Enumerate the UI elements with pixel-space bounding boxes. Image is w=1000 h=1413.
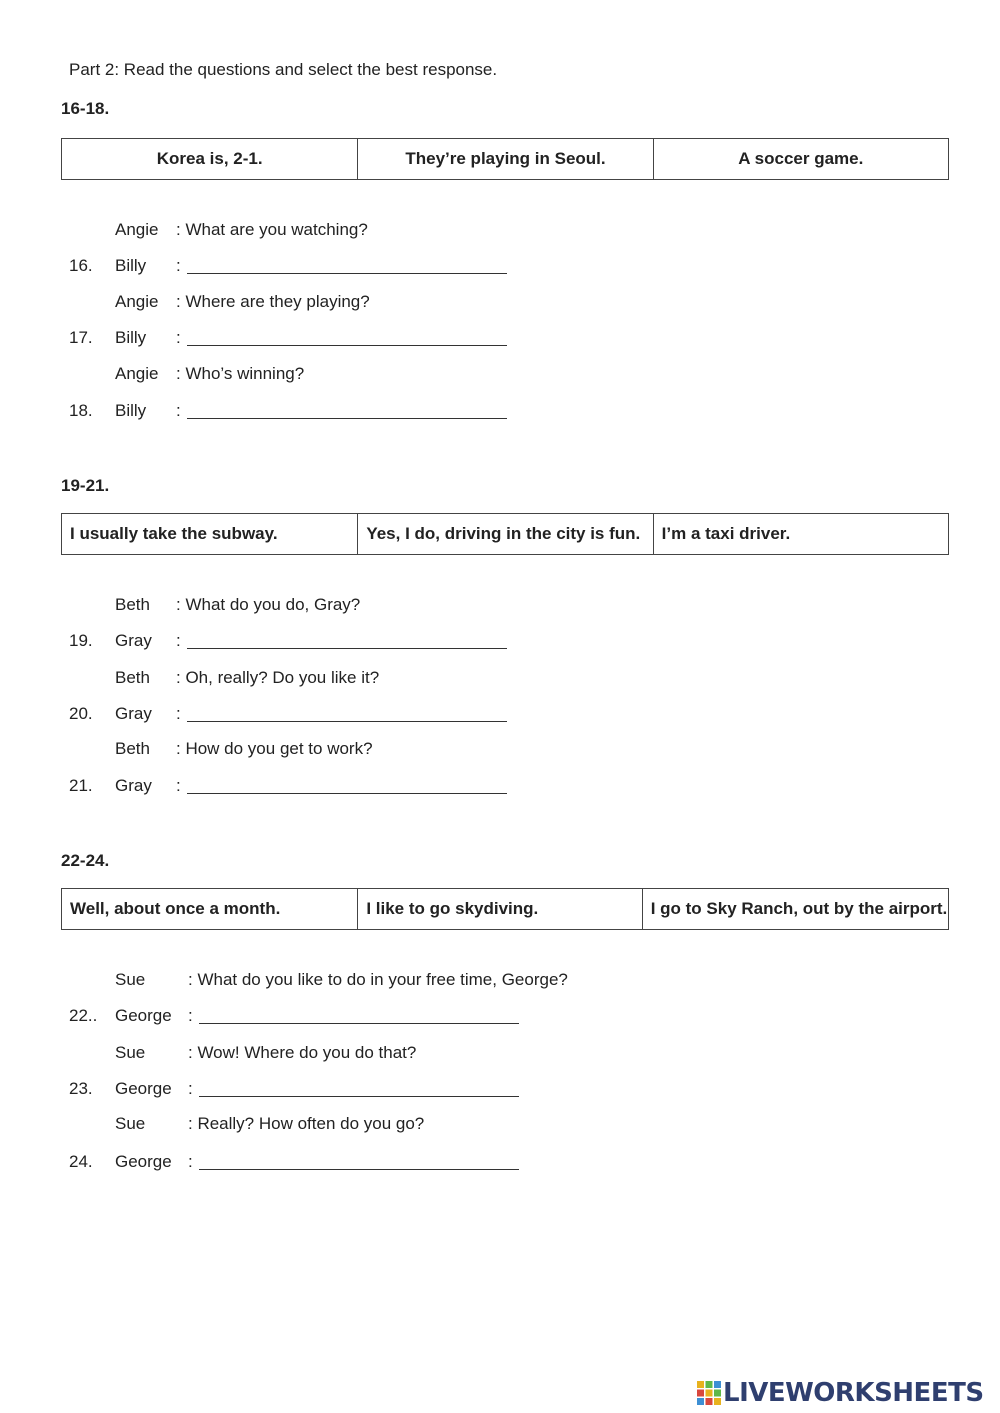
section-heading-19-21: 19-21. [61,476,110,495]
question-number: 17. [69,328,93,347]
speaker-name: Angie [115,292,159,311]
answer-option[interactable]: A soccer game. [653,139,948,179]
liveworksheets-logo [697,1377,984,1409]
speaker-name: Gray [115,631,152,650]
dialogue-text: : Wow! Where do you do that? [188,1043,417,1062]
question-number: 24. [69,1152,93,1171]
question-number: 16. [69,256,93,275]
answer-option[interactable]: They’re playing in Seoul. [357,139,652,179]
answer-blank[interactable] [187,418,507,419]
dialogue-text: : What do you do, Gray? [176,595,361,614]
speaker-name: Beth [115,595,150,614]
answer-blank[interactable] [187,793,507,794]
answer-blank[interactable] [187,721,507,722]
question-number: 22.. [69,1006,98,1025]
answer-blank[interactable] [199,1169,519,1170]
colon: : [176,401,181,420]
answer-options-box-19-21 [61,513,949,555]
question-number: 18. [69,401,93,420]
speaker-name: George [115,1152,172,1171]
dialogue-text: : What are you watching? [176,220,368,239]
colon: : [188,1152,193,1171]
answer-options-box-16-18 [61,138,949,180]
colon: : [176,631,181,650]
colon: : [176,256,181,275]
section-heading-22-24: 22-24. [61,851,110,870]
logo-text: LIVEWORKSHEETS [723,1378,984,1408]
answer-option[interactable]: Yes, I do, driving in the city is fun. [357,514,652,554]
speaker-name: Beth [115,739,150,758]
dialogue-text: : Who’s winning? [176,364,305,383]
speaker-name: Sue [115,970,146,989]
speaker-name: Gray [115,776,152,795]
speaker-name: Billy [115,401,147,420]
speaker-name: George [115,1006,172,1025]
speaker-name: Billy [115,256,147,275]
answer-option[interactable]: I’m a taxi driver. [653,514,948,554]
speaker-name: Sue [115,1114,146,1133]
colon: : [176,776,181,795]
instructions: Part 2: Read the questions and select the best response. [69,60,498,79]
answer-option[interactable]: I go to Sky Ranch, out by the airport. [642,889,948,929]
colon: : [176,704,181,723]
dialogue-text: : Oh, really? Do you like it? [176,668,380,687]
question-number: 20. [69,704,93,723]
dialogue-text: : Really? How often do you go? [188,1114,425,1133]
section-heading-16-18: 16-18. [61,99,110,118]
speaker-name: Sue [115,1043,146,1062]
answer-option[interactable]: I like to go skydiving. [357,889,641,929]
answer-option[interactable]: Korea is, 2-1. [156,149,263,168]
answer-blank[interactable] [187,648,507,649]
question-number: 23. [69,1079,93,1098]
speaker-name: Angie [115,364,159,383]
speaker-name: George [115,1079,172,1098]
answer-blank[interactable] [199,1023,519,1024]
answer-options-box-22-24 [61,888,949,930]
colon: : [188,1006,193,1025]
colon: : [176,328,181,347]
answer-option[interactable]: Well, about once a month. [70,899,281,918]
dialogue-text: : What do you like to do in your free time, George? [188,970,568,989]
question-number: 19. [69,631,93,650]
question-number: 21. [69,776,93,795]
dialogue-text: : How do you get to work? [176,739,373,758]
speaker-name: Beth [115,668,150,687]
dialogue-text: : Where are they playing? [176,292,370,311]
speaker-name: Billy [115,328,147,347]
liveworksheets-logo-icon [697,1381,721,1405]
speaker-name: Angie [115,220,159,239]
answer-blank[interactable] [187,273,507,274]
answer-blank[interactable] [187,345,507,346]
answer-blank[interactable] [199,1096,519,1097]
colon: : [188,1079,193,1098]
answer-option[interactable]: I usually take the subway. [70,524,278,543]
speaker-name: Gray [115,704,152,723]
